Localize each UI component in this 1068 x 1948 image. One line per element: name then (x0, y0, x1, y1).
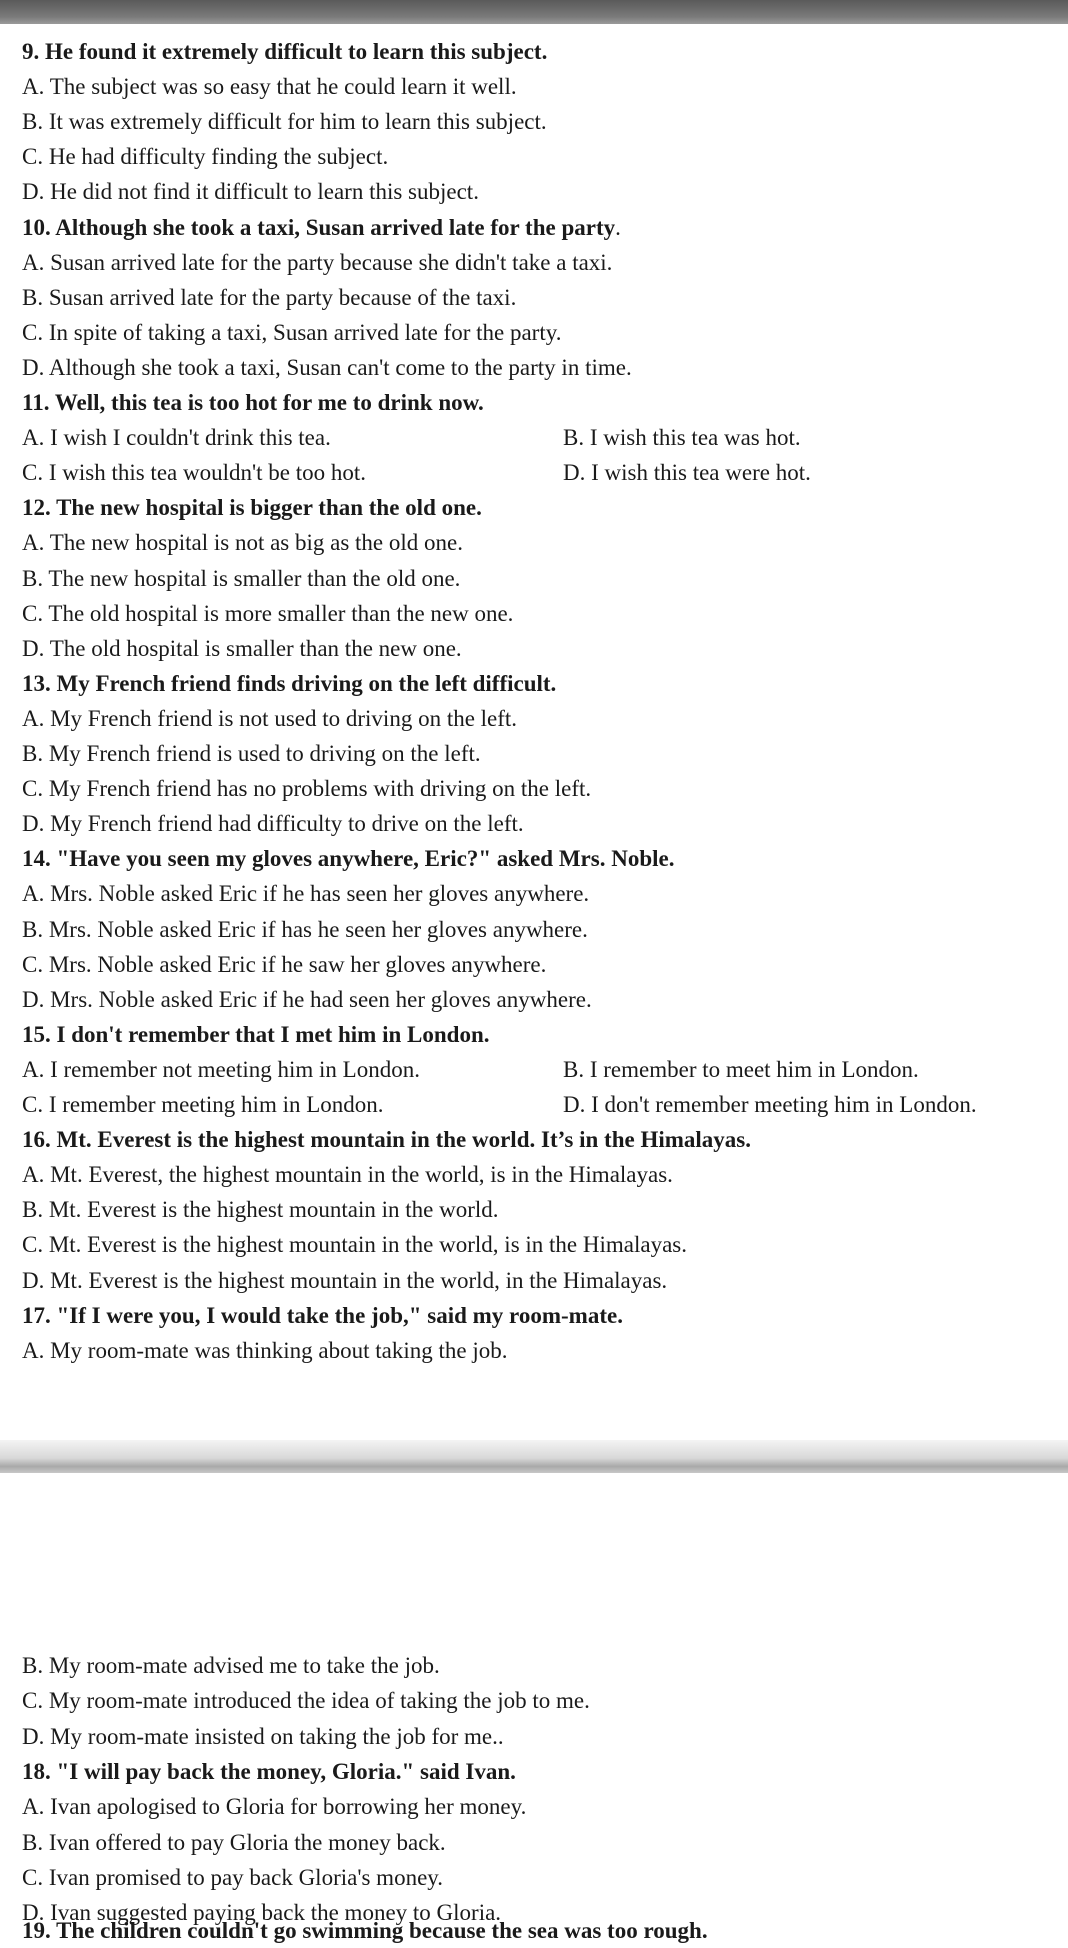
question-line (22, 1017, 489, 1052)
question-line (22, 210, 621, 245)
line-text: 15. I don't remember that I met him in London. (22, 1021, 490, 1047)
option-line (22, 420, 801, 455)
line-text: A. Mt. Everest, the highest mountain in the world, is in the Himalayas. (22, 1162, 673, 1188)
option-line (22, 1825, 446, 1860)
line-text: C. The old hospital is more smaller than the new one. (22, 600, 514, 626)
line-text: C. My French friend has no problems with driving on the left. (22, 776, 592, 802)
option-line (22, 736, 481, 771)
line-text: A. Ivan apologised to Gloria for borrowing her money. (22, 1794, 527, 1820)
line-text: D. Mrs. Noble asked Eric if he had seen her gloves anywhere. (22, 986, 592, 1012)
option-line (22, 1263, 667, 1298)
option-line (22, 104, 547, 139)
option-line (22, 174, 479, 209)
option-line (22, 1052, 919, 1087)
option-line (22, 350, 632, 385)
line-text: B. Mt. Everest is the highest mountain in the world. (22, 1197, 499, 1223)
line-text: 14. "Have you seen my gloves anywhere, Eric?" asked Mrs. Noble. (22, 846, 675, 872)
option-line (22, 1789, 526, 1824)
line-text: D. Ivan suggested paying back the money to Gloria. (22, 1900, 502, 1926)
option-line (22, 806, 524, 841)
option-line (22, 876, 589, 911)
line-text: B. It was extremely difficult for him to learn this subject. (22, 109, 547, 135)
viewer-top-bar (0, 0, 1068, 24)
line-text: D. Mt. Everest is the highest mountain in the world, in the Himalayas. (22, 1267, 668, 1293)
option-line (22, 1157, 673, 1192)
line-text: 12. The new hospital is bigger than the old one. (22, 495, 482, 521)
option-line (22, 455, 811, 490)
line-text: C. He had difficulty finding the subject. (22, 144, 389, 170)
line-text: 18. "I will pay back the money, Gloria." said Ivan. (22, 1758, 516, 1784)
option-line (22, 631, 462, 666)
line-text: C. Ivan promised to pay back Gloria's money. (22, 1864, 444, 1890)
question-line (22, 490, 482, 525)
line-text: 13. My French friend finds driving on the left difficult. (22, 670, 557, 696)
line-text: C. Mt. Everest is the highest mountain in the world, is in the Himalayas. (22, 1232, 687, 1258)
line-text: C. My room-mate introduced the idea of taking the job to me. (22, 1688, 590, 1714)
line-text: B. My room-mate advised me to take the job. (22, 1653, 440, 1678)
line-tail: . (615, 214, 621, 240)
line-text: B. Ivan offered to pay Gloria the money back. (22, 1829, 446, 1855)
line-text: D. My French friend had difficulty to drive on the left. (22, 811, 524, 837)
question-line (22, 385, 484, 420)
line-text: C. Mrs. Noble asked Eric if he saw her gloves anywhere. (22, 951, 547, 977)
line-text: C. I wish this tea wouldn't be too hot. (22, 460, 367, 486)
option-line (22, 701, 517, 736)
line-text: B. The new hospital is smaller than the old one. (22, 565, 461, 591)
line-text: 11. Well, this tea is too hot for me to drink now. (22, 390, 484, 415)
option-column-2: B. I remember to meet him in London. (563, 1056, 919, 1082)
option-line (22, 1192, 499, 1227)
option-line (22, 280, 516, 315)
option-line (22, 525, 463, 560)
document-page-1 (0, 24, 1068, 1440)
line-text: 16. Mt. Everest is the highest mountain in the world. It’s in the Himalayas. (22, 1127, 751, 1153)
option-line (22, 1683, 590, 1718)
option-line (22, 947, 546, 982)
page-divider (0, 1440, 1068, 1473)
question-line (22, 1298, 623, 1333)
line-text: A. I wish I couldn't drink this tea. (22, 425, 331, 451)
question-line (22, 841, 674, 876)
option-column-2: B. I wish this tea was hot. (563, 425, 801, 451)
option-line (22, 912, 588, 947)
option-line (22, 771, 591, 806)
option-line (22, 596, 513, 631)
option-line (22, 1860, 443, 1895)
line-text: D. He did not find it difficult to learn this subject. (22, 179, 479, 205)
question-line (22, 1122, 751, 1157)
line-text: B. Susan arrived late for the party because of the taxi. (22, 284, 517, 310)
line-text: A. My French friend is not used to driving on the left. (22, 705, 518, 731)
question-line (22, 666, 556, 701)
line-text: A. The subject was so easy that he could learn it well. (22, 74, 517, 100)
option-line (22, 982, 592, 1017)
option-line (22, 315, 562, 350)
document-page-2 (0, 1473, 1068, 1943)
line-text: 10. Although she took a taxi, Susan arrived late for the party (22, 214, 616, 240)
line-text: A. My room-mate was thinking about taking the job. (22, 1337, 508, 1363)
line-text: A. Susan arrived late for the party because she didn't take a taxi. (22, 249, 613, 275)
option-line (22, 69, 517, 104)
line-text: 9. He found it extremely difficult to learn this subject. (22, 39, 548, 64)
option-line (22, 139, 388, 174)
line-text: B. Mrs. Noble asked Eric if has he seen her gloves anywhere. (22, 916, 588, 942)
option-line (22, 561, 460, 596)
question-line (22, 1754, 516, 1789)
option-line (22, 1333, 507, 1368)
cutoff-question-line: 19. The children couldn't go swimming because the sea was too rough. (22, 1918, 708, 1943)
line-text: D. My room-mate insisted on taking the job for me.. (22, 1723, 504, 1749)
option-line (22, 1227, 687, 1262)
option-column-2: D. I don't remember meeting him in London. (563, 1092, 977, 1117)
line-text: A. I remember not meeting him in London. (22, 1056, 420, 1082)
option-line (22, 245, 612, 280)
line-text: B. My French friend is used to driving on the left. (22, 741, 481, 766)
option-line (22, 1648, 440, 1683)
line-text: D. Although she took a taxi, Susan can't come to the party in time. (22, 354, 632, 380)
option-line (22, 1719, 504, 1754)
line-text: A. The new hospital is not as big as the old one. (22, 530, 463, 556)
option-line (22, 1087, 977, 1122)
line-text: D. The old hospital is smaller than the new one. (22, 635, 462, 661)
question-line (22, 34, 547, 69)
line-text: C. I remember meeting him in London. (22, 1092, 384, 1117)
line-text: 17. "If I were you, I would take the job," said my room-mate. (22, 1302, 623, 1328)
line-text: C. In spite of taking a taxi, Susan arrived late for the party. (22, 319, 562, 345)
option-column-2: D. I wish this tea were hot. (563, 460, 811, 486)
option-line (22, 1895, 501, 1930)
line-text: A. Mrs. Noble asked Eric if he has seen her gloves anywhere. (22, 881, 590, 907)
